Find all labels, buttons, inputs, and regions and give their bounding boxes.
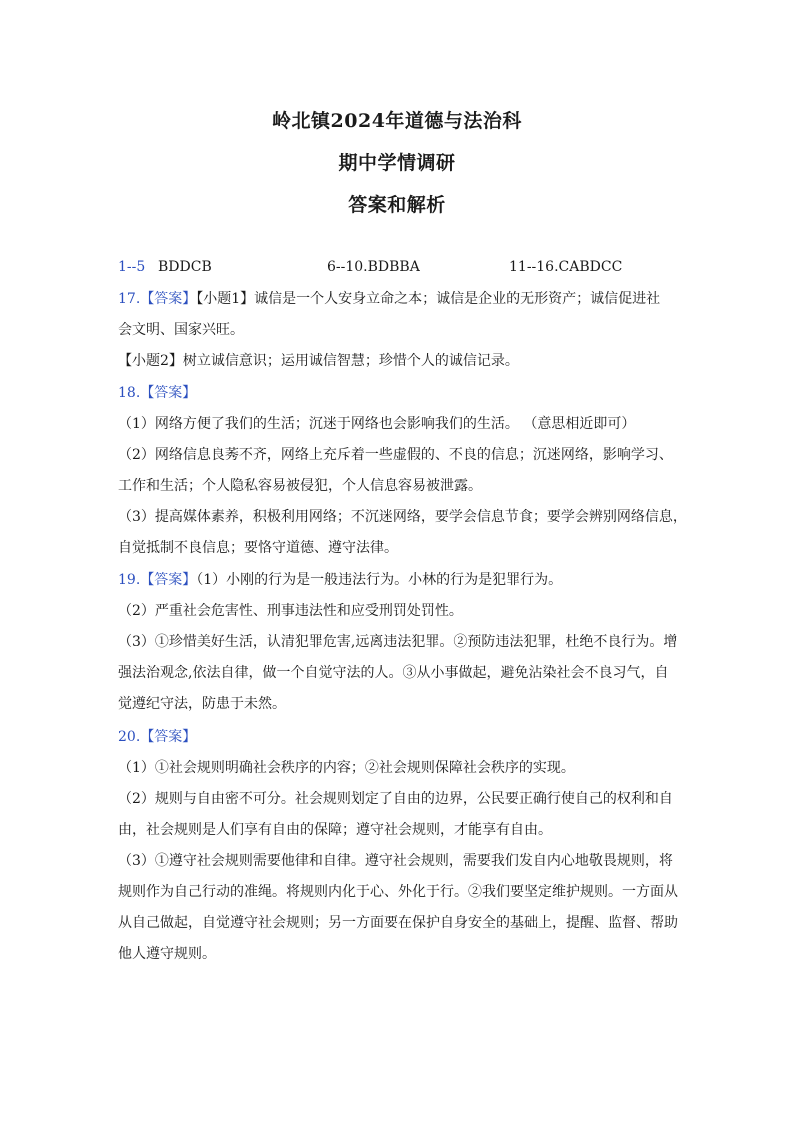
q18-line2: （2）网络信息良莠不齐，网络上充斥着一些虚假的、不良的信息；沉迷网络，影响学习、 [118, 447, 673, 463]
q19-answer-tag: 【答案】 [140, 572, 197, 588]
q19-line5: 觉遵纪守法，防患于未然。 [118, 696, 286, 712]
q17-line1: 【小题1】诚信是一个人安身立命之本；诚信是企业的无形资产；诚信促进社 [196, 291, 661, 307]
q17-answer-tag: 【答案】 [140, 291, 197, 307]
doc-title-line3: 答案和解析 [348, 194, 446, 216]
q19-line3: （3）①珍惜美好生活，认清犯罪危害,远离违法犯罪。②预防违法犯罪，杜绝不良行为。增 [118, 634, 678, 650]
choice-part3: 11--16.CABDCC [509, 259, 623, 275]
q19-number: 19. [118, 572, 141, 588]
q17-number: 17. [118, 291, 141, 307]
choice-part1: BDDCB [158, 259, 212, 275]
q20-line4: （3）①遵守社会规则需要他律和自律。遵守社会规则，需要我们发自内心地敬畏规则，将 [118, 853, 673, 869]
q18-line3: 工作和生活；个人隐私容易被侵犯，个人信息容易被泄露。 [118, 478, 482, 494]
doc-title-line1: 岭北镇2024年道德与法治科 [272, 110, 522, 132]
q17-line3: 【小题2】树立诚信意识；运用诚信智慧；珍惜个人的诚信记录。 [118, 353, 519, 369]
doc-title-line2: 期中学情调研 [338, 152, 456, 174]
q19-line1: （1）小刚的行为是一般违法行为。小林的行为是犯罪行为。 [196, 572, 563, 588]
q18-line5: 自觉抵制不良信息；要恪守道德、遵守法律。 [118, 540, 398, 556]
q20-answer-tag: 【答案】 [140, 729, 197, 745]
q19-line4: 强法治观念,依法自律，做一个自觉守法的人。③从小事做起，避免沾染社会不良习气，自 [118, 665, 669, 681]
q18-answer-tag: 【答案】 [140, 385, 197, 401]
q18-number: 18. [118, 385, 141, 401]
q20-number: 20. [118, 729, 141, 745]
q20-line6: 从自己做起，自觉遵守社会规则；另一方面要在保护自身安全的基础上，提醒、监督、帮助 [118, 915, 678, 931]
q20-line3: 由，社会规则是人们享有自由的保障；遵守社会规则，才能享有自由。 [118, 822, 552, 838]
q20-line2: （2）规则与自由密不可分。社会规则划定了自由的边界，公民要正确行使自己的权利和自 [118, 791, 673, 807]
q17-line2: 会文明、国家兴旺。 [118, 322, 244, 338]
q18-line1: （1）网络方便了我们的生活；沉迷于网络也会影响我们的生活。 （意思相近即可） [118, 416, 636, 432]
choice-part2: 6--10.BDBBA [327, 259, 420, 275]
q19-line2: （2）严重社会危害性、刑事违法性和应受刑罚处罚性。 [118, 603, 463, 619]
q18-line4: （3）提高媒体素养，积极利用网络；不沉迷网络，要学会信息节食；要学会辨别网络信息， [118, 509, 687, 525]
q20-line5: 规则作为自己行动的准绳。将规则内化于心、外化于行。②我们要坚定维护规则。一方面从 [118, 884, 678, 900]
choice-prefix: 1--5 [118, 259, 146, 275]
q20-line1: （1）①社会规则明确社会秩序的内容；②社会规则保障社会秩序的实现。 [118, 760, 575, 776]
q20-line7: 他人遵守规则。 [118, 946, 216, 962]
